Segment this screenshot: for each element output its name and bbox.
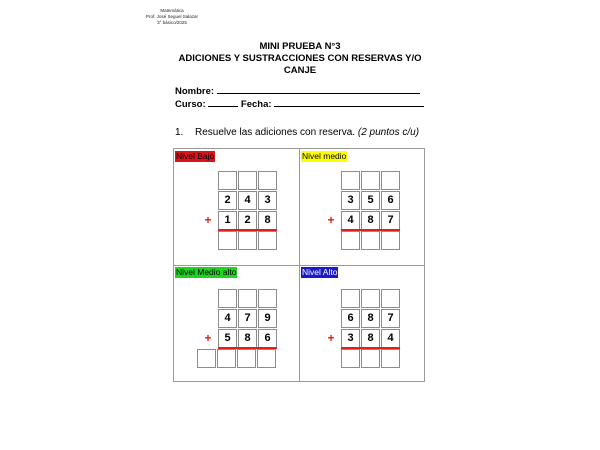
digit-cell: 6 — [258, 329, 277, 348]
worksheet-header — [136, 8, 208, 26]
digit-cell: 8 — [258, 211, 277, 230]
instruction-number: 1. — [175, 127, 184, 138]
digit-cell: 5 — [218, 329, 237, 348]
answer-cell[interactable] — [258, 231, 277, 250]
teacher-text: Prof. José Seguel Salazar — [145, 14, 199, 19]
level-label: Nivel Alto — [302, 267, 338, 277]
title-line-1: MINI PRUEBA N°3 — [259, 41, 341, 52]
digit-cell: 8 — [361, 211, 380, 230]
carry-cell[interactable] — [218, 171, 237, 190]
answer-cell[interactable] — [237, 349, 256, 368]
digit-cell: 3 — [258, 191, 277, 210]
fecha-blank[interactable] — [274, 98, 424, 107]
fecha-label: Fecha: — [240, 99, 272, 110]
carry-cell[interactable] — [381, 289, 400, 308]
answer-cell[interactable] — [238, 231, 257, 250]
digit-cell: 6 — [341, 309, 360, 328]
digit-cell: 9 — [258, 309, 277, 328]
carry-cell[interactable] — [238, 289, 257, 308]
instruction — [175, 127, 419, 138]
digit-cell: 3 — [341, 329, 360, 348]
instruction-text: Resuelve las adiciones con reserva. — [195, 127, 356, 138]
digit-cell: 5 — [361, 191, 380, 210]
carry-cell[interactable] — [258, 289, 277, 308]
title-line-2: ADICIONES Y SUSTRACCIONES CON RESERVAS Y/O — [178, 53, 422, 64]
answer-cell[interactable] — [218, 231, 237, 250]
answer-cell[interactable] — [341, 349, 360, 368]
digit-cell: 8 — [238, 329, 257, 348]
digit-cell: 7 — [381, 211, 400, 230]
digit-cell: 3 — [341, 191, 360, 210]
digit-cell: 4 — [381, 329, 400, 348]
plus-sign: + — [204, 331, 212, 345]
digit-cell: 4 — [218, 309, 237, 328]
answer-cell[interactable] — [217, 349, 236, 368]
curso-label: Curso: — [175, 99, 206, 110]
answer-cell[interactable] — [381, 349, 400, 368]
subject-text: Matemática — [160, 8, 184, 13]
carry-cell[interactable] — [341, 171, 360, 190]
grid-divider-horizontal — [173, 265, 425, 266]
digit-cell: 8 — [361, 329, 380, 348]
answer-cell[interactable] — [361, 349, 380, 368]
answer-cell[interactable] — [257, 349, 276, 368]
digit-cell: 6 — [381, 191, 400, 210]
nombre-blank[interactable] — [217, 85, 420, 94]
digit-cell: 8 — [361, 309, 380, 328]
nombre-label: Nombre: — [175, 86, 215, 97]
answer-cell[interactable] — [381, 231, 400, 250]
digit-cell: 7 — [381, 309, 400, 328]
plus-sign: + — [204, 213, 212, 227]
level-label: Nivel Medio alto — [176, 267, 237, 277]
plus-sign: + — [327, 213, 335, 227]
digit-cell: 4 — [341, 211, 360, 230]
carry-cell[interactable] — [238, 171, 257, 190]
title-line-3: CANJE — [283, 65, 317, 76]
carry-cell[interactable] — [361, 289, 380, 308]
instruction-points: (2 puntos c/u) — [357, 127, 420, 138]
carry-cell[interactable] — [361, 171, 380, 190]
level-label: Nivel Bajo — [176, 151, 215, 161]
answer-cell[interactable] — [197, 349, 216, 368]
carry-cell[interactable] — [218, 289, 237, 308]
level-label: Nivel medio — [302, 151, 347, 161]
curso-fecha-field[interactable] — [175, 98, 424, 110]
answer-cell[interactable] — [361, 231, 380, 250]
grade-year-text: 3° básico/2025 — [157, 20, 187, 25]
plus-sign: + — [327, 331, 335, 345]
nombre-field[interactable] — [175, 85, 420, 97]
digit-cell: 2 — [218, 191, 237, 210]
digit-cell: 1 — [218, 211, 237, 230]
carry-cell[interactable] — [258, 171, 277, 190]
carry-cell[interactable] — [341, 289, 360, 308]
curso-blank[interactable] — [208, 98, 238, 107]
carry-cell[interactable] — [381, 171, 400, 190]
answer-cell[interactable] — [341, 231, 360, 250]
digit-cell: 7 — [238, 309, 257, 328]
digit-cell: 4 — [238, 191, 257, 210]
digit-cell: 2 — [238, 211, 257, 230]
